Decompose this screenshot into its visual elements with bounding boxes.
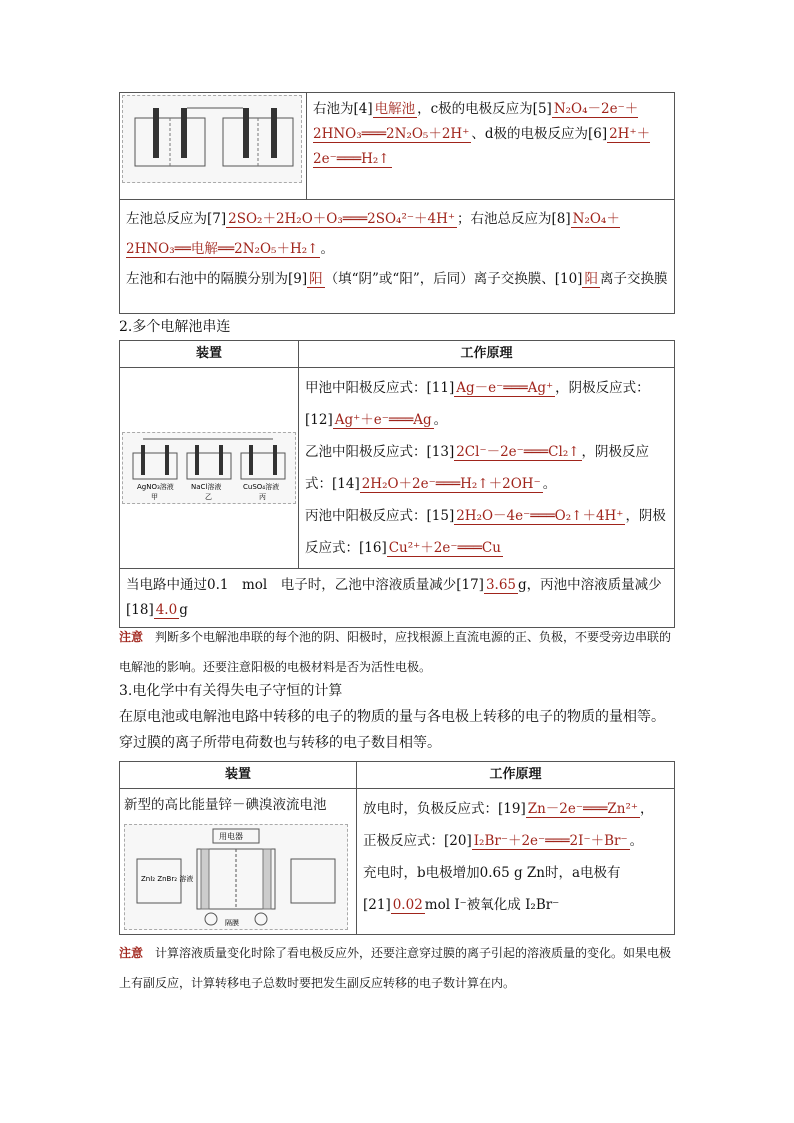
section-3-paragraph-2: 穿过膜的离子所带电荷数也与转移的电子数目相等。 xyxy=(119,735,441,751)
header-principle: 工作原理 xyxy=(357,762,675,789)
note-1: 注意 判断多个电解池串联的每个池的阴、阳极时，应找根源上直流电源的正、负极，不要受旁边串联的电解池的影响。还要注意阳极的电极材料是否为活性电极。 xyxy=(119,630,672,674)
right-pool-cell: 右池为[4] 电解池 ，c极的电极反应为[5] N₂O₄－2e⁻＋2HNO₃═══2N₂O₅＋2H⁺ 、d极的电极反应为[6] 2H⁺＋2e⁻═══H₂↑ xyxy=(307,93,675,200)
label-bing: 丙 xyxy=(259,493,266,501)
note-label: 注意 xyxy=(119,630,144,644)
section-3-paragraph-1: 在原电池或电解池电路中转移的电子的物质的量与各电极上转移的电子的物质的量相等。 xyxy=(119,709,665,725)
battery-figure-cell xyxy=(120,789,357,935)
label-appliance: 用电器 xyxy=(219,832,243,841)
label-agno3: AgNO₃溶液 xyxy=(137,483,174,491)
table-flow-battery xyxy=(119,761,675,935)
mass-change-cell: 当电路中通过0.1 mol 电子时，乙池中溶液质量减少[17] 3.65 g，丙池中溶液质量减少[18] 4.0 g xyxy=(120,569,675,628)
label-cuso4: CuSO₄溶液 xyxy=(243,483,280,491)
flow-battery-figure xyxy=(124,824,348,930)
total-reaction-cell: 左池总反应为[7] 2SO₂＋2H₂O＋O₃═══2SO₄²⁻＋4H⁺ ；右池总反应为[8] N₂O₄＋2HNO₃══电解══2N₂O₅＋H₂↑ 。 左池和右池中的隔膜分别为[9] 阳 （填“阴”或“阳”，后同）离子交换膜、[10] 阳 离子交换膜 xyxy=(120,200,675,314)
label-yi: 乙 xyxy=(205,493,212,501)
header-device: 装置 xyxy=(120,341,299,368)
table-series-cells xyxy=(119,340,675,628)
note-label: 注意 xyxy=(119,946,144,960)
electrolysis-figure xyxy=(122,95,302,183)
note-2: 注意 计算溶液质量变化时除了看电极反应外，还要注意穿过膜的离子引起的溶液质量的变化。如果电极上有副反应，计算转移电子总数时要把发生副反应转移的电子数计算在内。 xyxy=(119,946,672,990)
label-nacl: NaCl溶液 xyxy=(191,483,222,491)
label-membrane: 隔膜 xyxy=(225,919,239,927)
series-cells-figure xyxy=(122,432,296,504)
figure-cell xyxy=(120,93,307,200)
label-jia: 甲 xyxy=(151,493,158,501)
battery-principle-cell: 放电时，负极反应式：[19] Zn－2e⁻═══Zn²⁺ ， 正极反应式：[20] I₂Br⁻＋2e⁻═══2I⁻＋Br⁻ 。 充电时，b电极增加0.65 g Zn时，a电极有[21] 0.02 mol I⁻被氧化成 I₂Br⁻ xyxy=(357,789,675,935)
section-2-heading: 2.多个电解池串连 xyxy=(119,319,231,335)
series-figure-cell xyxy=(120,368,299,569)
device-title: 新型的高比能量锌－碘溴液流电池 xyxy=(124,797,327,813)
label-zn-solution-left: ZnI₂ ZnBr₂ 溶液 xyxy=(141,875,194,883)
series-principle-cell: 甲池中阳极反应式：[11] Ag－e⁻═══Ag⁺ ，阴极反应式：[12] Ag⁺＋e⁻═══Ag 。 乙池中阳极反应式：[13] 2Cl⁻－2e⁻═══Cl₂↑ ，阴极反应式：[14] 2H₂O＋2e⁻═══H₂↑＋2OH⁻ 。 丙池中阳极反应式：[15] 2H₂O－4e⁻═══O₂↑＋4H⁺ ，阴极反应式：[16] Cu²⁺＋2e⁻═══Cu xyxy=(299,368,675,569)
header-principle: 工作原理 xyxy=(299,341,675,368)
section-3-heading: 3.电化学中有关得失电子守恒的计算 xyxy=(119,683,343,699)
table-electrolysis-top xyxy=(119,92,675,314)
header-device: 装置 xyxy=(120,762,357,789)
